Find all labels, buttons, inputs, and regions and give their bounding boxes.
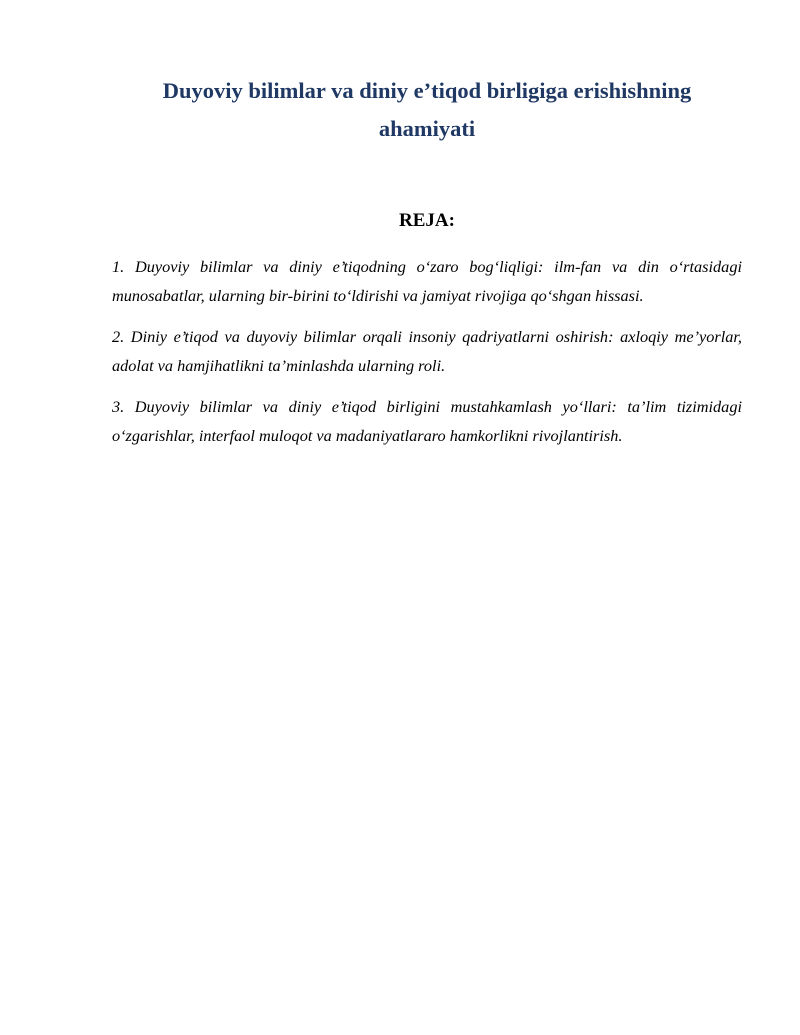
- document-title-line-1: Duyoviy bilimlar va diniy e’tiqod birligiga erishishning: [162, 78, 692, 103]
- document-title-line-2: ahamiyati: [378, 116, 476, 141]
- plan-item-1: 1. Duyoviy bilimlar va diniy e’tiqodning o‘zaro bog‘liqligi: ilm-fan va din o‘rtasidagi munosabatlar, ularning bir-birini to‘ldirishi va jamiyat rivojiga qo‘shgan hissasi.: [112, 257, 742, 305]
- plan-list: [112, 252, 742, 462]
- plan-item-3: 3. Duyoviy bilimlar va diniy e’tiqod birligini mustahkamlash yo‘llari: ta’lim tizimidagi o‘zgarishlar, interfaol muloqot va madaniyatlararo hamkorlikni rivojlantirish.: [112, 397, 742, 445]
- plan-item-2: 2. Diniy e’tiqod va duyoviy bilimlar orqali insoniy qadriyatlarni oshirish: axloqiy me’yorlar, adolat va hamjihatlikni ta’minlashda ularning roli.: [112, 327, 742, 375]
- plan-heading: REJA:: [399, 210, 455, 231]
- document-title: [112, 72, 742, 148]
